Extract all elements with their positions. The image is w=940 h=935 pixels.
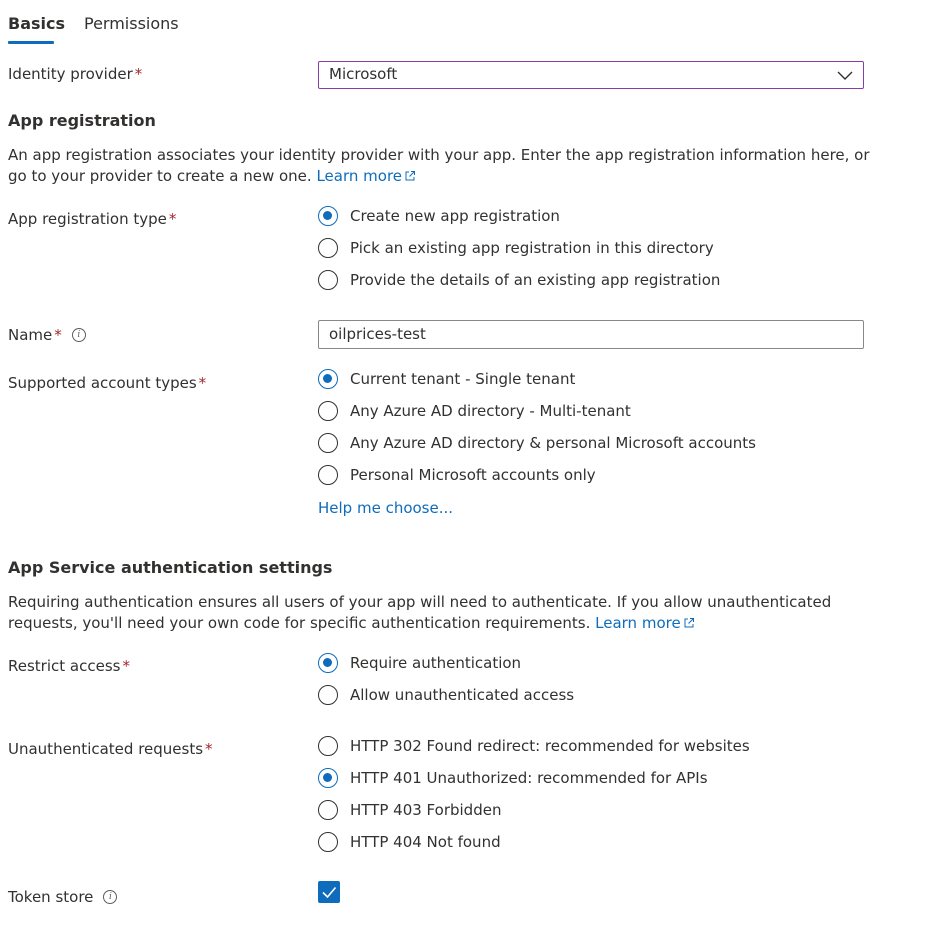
radio-button[interactable] [318, 433, 338, 453]
checkmark-icon [318, 881, 340, 903]
radio-label: Personal Microsoft accounts only [350, 466, 596, 484]
radio-button[interactable] [318, 685, 338, 705]
supported-account-types-label-text: Supported account types [8, 374, 197, 392]
auth-settings-description-text: Requiring authentication ensures all users of your app will need to authenticate. If you allow unauthenticated requests, you'll need your own code for specific authentication requirements. [8, 593, 832, 632]
restrict-access-label-text: Restrict access [8, 657, 121, 675]
radio-label: HTTP 401 Unauthorized: recommended for APIs [350, 769, 708, 787]
radio-button[interactable] [318, 653, 338, 673]
radio-button[interactable] [318, 369, 338, 389]
radio-label: Current tenant - Single tenant [350, 370, 576, 388]
token-store-label-text: Token store [8, 888, 94, 906]
learn-more-link-app-registration[interactable] [316, 167, 416, 185]
radio-button[interactable] [318, 270, 338, 290]
app-registration-description-text: An app registration associates your identity provider with your app. Enter the app registration information here, or go to your provider to create a new one. [8, 146, 870, 185]
required-marker: * [54, 326, 62, 344]
external-link-icon [683, 617, 695, 629]
auth-settings-description [8, 592, 878, 634]
active-tab-indicator [8, 41, 54, 44]
radio-http-401[interactable] [318, 768, 708, 788]
required-marker: * [168, 210, 177, 228]
radio-allow-unauthenticated[interactable] [318, 685, 574, 705]
identity-provider-dropdown[interactable] [318, 61, 864, 89]
help-me-choose-link[interactable]: Help me choose... [318, 499, 454, 517]
radio-label: Create new app registration [350, 207, 560, 225]
info-icon[interactable]: i [103, 890, 117, 904]
required-marker: * [205, 740, 213, 758]
radio-button[interactable] [318, 832, 338, 852]
learn-more-link-auth[interactable] [595, 614, 695, 632]
supported-account-types-label [8, 374, 206, 392]
identity-provider-value: Microsoft [329, 65, 398, 83]
tab-basics[interactable]: Basics [8, 14, 66, 33]
identity-provider-label-text: Identity provider [8, 65, 133, 83]
radio-button[interactable] [318, 465, 338, 485]
tab-permissions[interactable]: Permissions [84, 14, 179, 33]
auth-settings-heading: App Service authentication settings [8, 558, 333, 577]
app-registration-description [8, 145, 878, 187]
radio-label: HTTP 302 Found redirect: recommended for websites [350, 737, 750, 755]
radio-http-403[interactable] [318, 800, 501, 820]
token-store-label [8, 888, 117, 906]
radio-multi-tenant[interactable] [318, 401, 631, 421]
restrict-access-label [8, 657, 130, 675]
required-marker: * [122, 657, 130, 675]
info-icon[interactable]: i [72, 328, 86, 342]
radio-label: Any Azure AD directory & personal Microsoft accounts [350, 434, 756, 452]
radio-label: HTTP 403 Forbidden [350, 801, 502, 819]
radio-button[interactable] [318, 206, 338, 226]
app-registration-type-label-text: App registration type [8, 210, 167, 228]
radio-require-authentication[interactable] [318, 653, 521, 673]
radio-label: Provide the details of an existing app registration [350, 271, 721, 289]
radio-button[interactable] [318, 768, 338, 788]
learn-more-text: Learn more [316, 167, 403, 185]
radio-personal-only[interactable] [318, 465, 596, 485]
radio-label: Any Azure AD directory - Multi-tenant [350, 402, 631, 420]
name-label [8, 326, 86, 344]
radio-button[interactable] [318, 736, 338, 756]
radio-provide-existing-details[interactable] [318, 270, 720, 290]
app-registration-heading: App registration [8, 111, 156, 130]
radio-create-new-app-registration[interactable] [318, 206, 560, 226]
name-label-text: Name [8, 326, 53, 344]
unauthenticated-requests-label [8, 740, 213, 758]
token-store-checkbox[interactable] [318, 881, 340, 903]
radio-pick-existing-app-registration[interactable] [318, 238, 714, 258]
radio-http-302[interactable] [318, 736, 750, 756]
chevron-down-icon [837, 68, 853, 82]
identity-provider-label [8, 65, 142, 83]
unauthenticated-requests-label-text: Unauthenticated requests [8, 740, 204, 758]
radio-button[interactable] [318, 401, 338, 421]
radio-label: Allow unauthenticated access [350, 686, 575, 704]
name-input[interactable] [329, 325, 849, 343]
radio-single-tenant[interactable] [318, 369, 575, 389]
required-marker: * [134, 65, 143, 83]
required-marker: * [198, 374, 207, 392]
radio-multi-tenant-personal[interactable] [318, 433, 756, 453]
external-link-icon [404, 170, 416, 182]
radio-button[interactable] [318, 800, 338, 820]
radio-label: HTTP 404 Not found [350, 833, 501, 851]
app-registration-type-label [8, 210, 176, 228]
radio-label: Pick an existing app registration in this directory [350, 239, 714, 257]
learn-more-text: Learn more [595, 614, 681, 632]
radio-button[interactable] [318, 238, 338, 258]
radio-http-404[interactable] [318, 832, 501, 852]
name-input-box[interactable] [318, 320, 864, 349]
radio-label: Require authentication [350, 654, 522, 672]
